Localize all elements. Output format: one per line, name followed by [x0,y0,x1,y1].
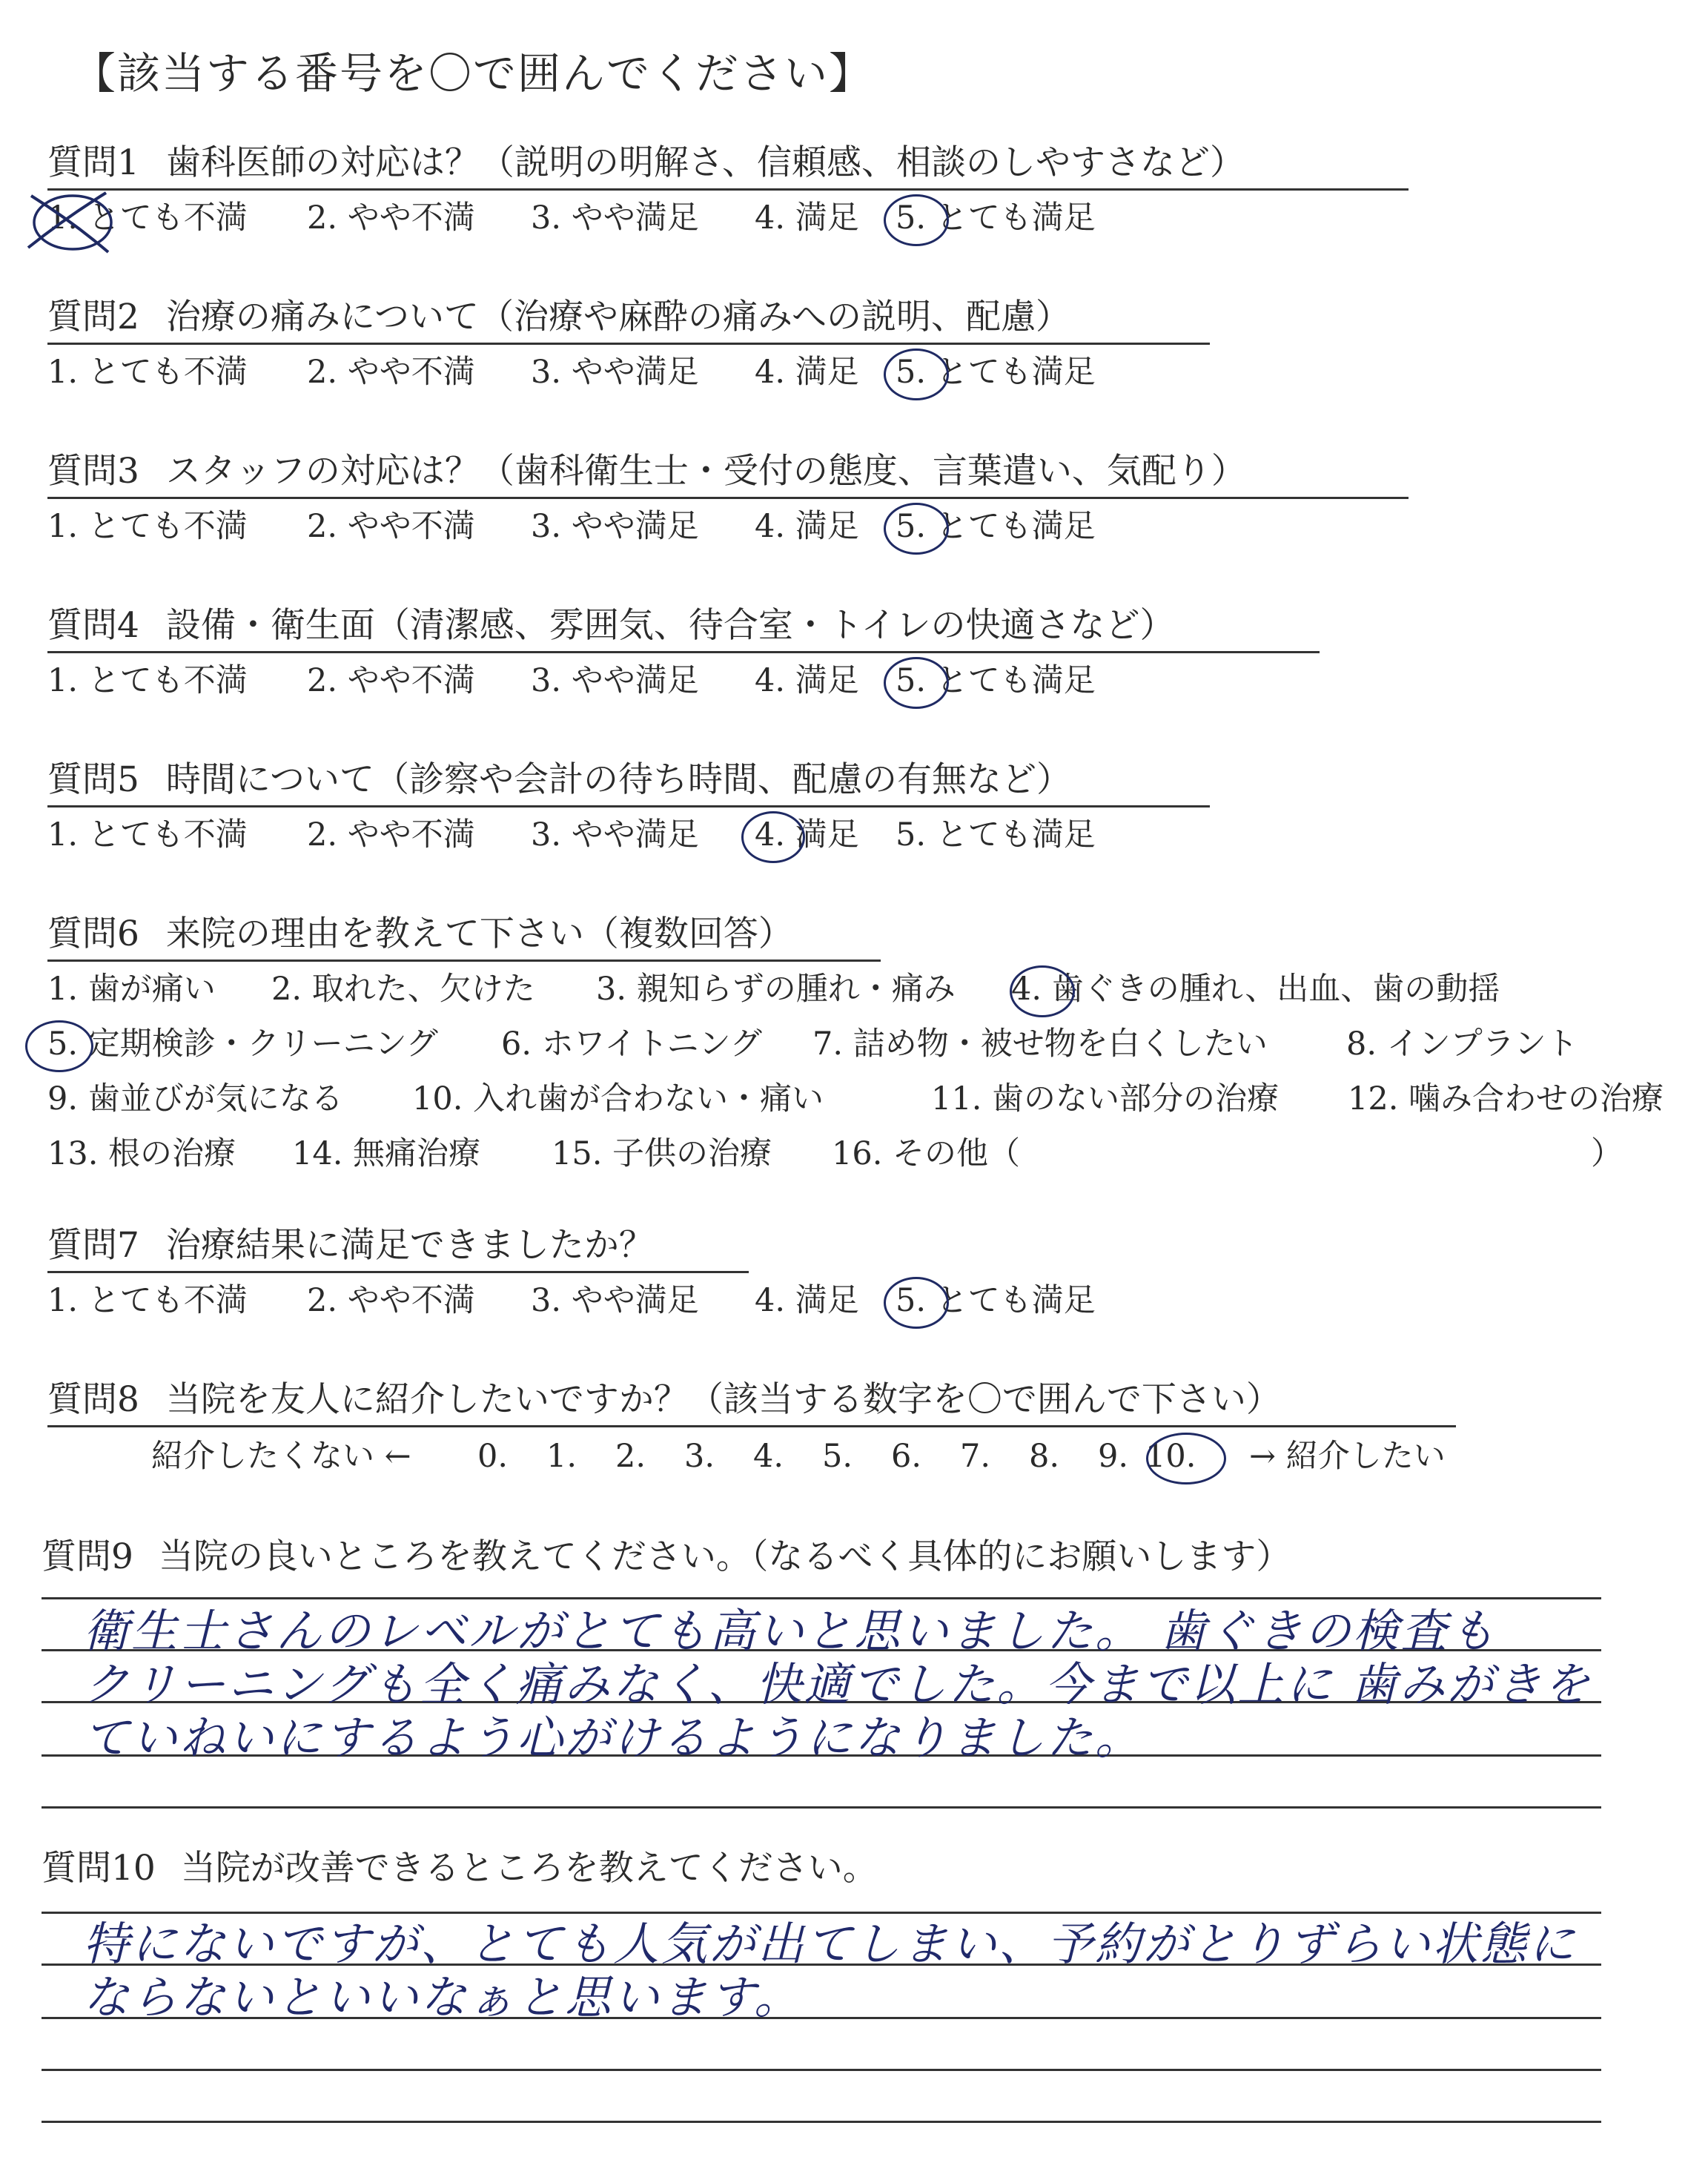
q1-option-4[interactable]: 4. 満足 [755,199,859,237]
question-3-number: 質問3 [47,451,139,492]
q8-option-0[interactable]: 0. [477,1438,509,1475]
question-9-text: 当院の良いところを教えてください。（なるべく具体的にお願いします） [158,1536,1291,1577]
q6-option-15[interactable]: 15. 子供の治療 [552,1135,772,1172]
q3-option-4[interactable]: 4. 満足 [755,508,859,545]
q6-option-16[interactable]: 16. その他（ [832,1135,1021,1172]
question-7-text: 治療結果に満足できましたか？ [165,1225,654,1266]
q8-label-left: 紹介したくない ← [151,1438,411,1475]
selection-circle [884,503,949,555]
q2-option-1[interactable]: 1. とても不満 [47,354,248,391]
question-10-number: 質問10 [42,1848,156,1889]
question-2-heading [47,295,1210,345]
q6-option-1[interactable]: 1. 歯が痛い [47,971,216,1008]
q6-option-13[interactable]: 13. 根の治療 [47,1135,236,1172]
question-6-heading [47,912,881,962]
q6-option-4[interactable]: 4. 歯ぐきの腫れ、出血、歯の動揺 [1011,971,1500,1008]
question-10-heading [42,1846,878,1891]
q8-option-10[interactable]: 10. [1145,1438,1196,1475]
question-1-text: 歯科医師の対応は？（説明の明解さ、信頼感、相談のしやすさなど） [165,142,1245,183]
question-6-text: 来院の理由を教えて下さい（複数回答） [165,914,793,954]
q5-option-5[interactable]: 5. とても満足 [896,816,1096,853]
question-4-number: 質問4 [47,605,139,646]
q6-option-9[interactable]: 9. 歯並びが気になる [47,1080,343,1117]
answer-line [42,1806,1601,1809]
question-6-options-row-2 [47,1023,1578,1065]
q9-answer-line-1: 衛生士さんのレベルがとても高いと思いました。 歯ぐきの検査も [83,1604,1497,1658]
question-9-number: 質問9 [42,1536,133,1577]
selection-circle [884,1277,949,1329]
question-6-options-row-3 [47,1078,1664,1120]
q3-option-1[interactable]: 1. とても不満 [47,508,248,545]
answer-line [42,2121,1601,2123]
selection-circle [25,1020,93,1072]
q5-option-3[interactable]: 3. やや満足 [531,816,699,853]
question-8-heading [47,1378,1456,1427]
question-5-heading [47,758,1210,807]
q9-answer-line-3: ていねいにするよう心がけるようになりました。 [83,1711,1144,1765]
question-5-text: 時間について（診察や会計の待ち時間、配慮の有無など） [165,759,1071,800]
q8-option-9[interactable]: 9. [1098,1438,1129,1475]
q6-option-11[interactable]: 11. 歯のない部分の治療 [931,1080,1280,1117]
q2-option-2[interactable]: 2. やや不満 [307,354,475,391]
q1-option-2[interactable]: 2. やや不満 [307,199,475,237]
q7-option-3[interactable]: 3. やや満足 [531,1282,699,1319]
question-8-text: 当院を友人に紹介したいですか？（該当する数字を〇で囲んで下さい） [165,1379,1281,1420]
q2-option-4[interactable]: 4. 満足 [755,354,859,391]
q8-option-3[interactable]: 3. [684,1438,715,1475]
q8-option-2[interactable]: 2. [615,1438,646,1475]
question-5-options [47,814,1096,856]
q5-option-1[interactable]: 1. とても不満 [47,816,248,853]
q8-label-right: → 紹介したい [1249,1438,1446,1475]
q2-option-5[interactable]: 5. とても満足 [896,354,1096,391]
q3-option-2[interactable]: 2. やや不満 [307,508,475,545]
question-3-heading [47,449,1409,499]
selection-circle [884,194,949,246]
answer-line [42,2069,1601,2071]
q8-option-1[interactable]: 1. [546,1438,577,1475]
question-6-options-row-4 [47,1133,1020,1175]
other-close-paren: ） [1591,1135,1623,1172]
q1-option-5[interactable]: 5. とても満足 [896,199,1096,237]
question-3-text: スタッフの対応は？（歯科衛生士・受付の態度、言葉遣い、気配り） [165,451,1246,492]
question-2-text: 治療の痛みについて（治療や麻酔の痛みへの説明、配慮） [165,297,1071,337]
q9-answer-line-2: クリーニングも全く痛みなく、快適でした。今まで以上に 歯みがきを [83,1657,1592,1711]
q7-option-4[interactable]: 4. 満足 [755,1282,859,1319]
cross-out-mark [21,188,117,257]
q5-option-4[interactable]: 4. 満足 [755,816,859,853]
question-4-text: 設備・衛生面（清潔感、雰囲気、待合室・トイレの快適さなど） [165,605,1175,646]
q6-option-6[interactable]: 6. ホワイトニング [501,1025,762,1063]
selection-circle [741,811,805,863]
q7-option-1[interactable]: 1. とても不満 [47,1282,248,1319]
question-1-number: 質問1 [47,142,139,183]
q7-option-5[interactable]: 5. とても満足 [896,1282,1096,1319]
q3-option-5[interactable]: 5. とても満足 [896,508,1096,545]
q7-option-2[interactable]: 2. やや不満 [307,1282,475,1319]
question-6-number: 質問6 [47,914,139,954]
selection-circle [884,657,949,709]
q10-answer-line-2: ならないといいなぁと思います。 [83,1970,803,2024]
q1-option-1[interactable]: 1. とても不満 [47,199,248,237]
question-1-heading [47,141,1409,191]
q1-option-3[interactable]: 3. やや満足 [531,199,699,237]
q6-option-2[interactable]: 2. 取れた、欠けた [271,971,535,1008]
question-9-heading [42,1535,1291,1579]
question-7-number: 質問7 [47,1225,139,1266]
selection-circle [884,349,949,400]
q4-option-5[interactable]: 5. とても満足 [896,662,1096,699]
selection-circle [1146,1433,1226,1484]
q4-option-2[interactable]: 2. やや不満 [307,662,475,699]
q8-option-6[interactable]: 6. [891,1438,922,1475]
q2-option-3[interactable]: 3. やや満足 [531,354,699,391]
question-6-options-row-1 [47,968,1500,1010]
q6-option-10[interactable]: 10. 入れ歯が合わない・痛い [412,1080,824,1117]
q6-option-7[interactable]: 7. 詰め物・被せ物を白くしたい [812,1025,1268,1063]
selection-circle [1010,965,1075,1017]
q8-option-7[interactable]: 7. [960,1438,991,1475]
q6-option-14[interactable]: 14. 無痛治療 [292,1135,481,1172]
q4-option-4[interactable]: 4. 満足 [755,662,859,699]
q6-option-12[interactable]: 12. 噛み合わせの治療 [1348,1080,1664,1117]
question-7-heading [47,1223,749,1273]
page-instruction: 【該当する番号を〇で囲んでください】 [73,48,874,99]
question-2-number: 質問2 [47,297,139,337]
q3-option-3[interactable]: 3. やや満足 [531,508,699,545]
q4-option-3[interactable]: 3. やや満足 [531,662,699,699]
q6-option-8[interactable]: 8. インプラント [1346,1025,1578,1063]
question-8-scale [151,1436,1446,1477]
q8-option-8[interactable]: 8. [1029,1438,1060,1475]
q8-option-4[interactable]: 4. [753,1438,784,1475]
q5-option-2[interactable]: 2. やや不満 [307,816,475,853]
question-10-text: 当院が改善できるところを教えてください。 [180,1848,878,1889]
q6-option-5[interactable]: 5. 定期検診・クリーニング [47,1025,438,1063]
q6-option-3[interactable]: 3. 親知らずの腫れ・痛み [596,971,956,1008]
question-4-heading [47,604,1320,653]
question-8-number: 質問8 [47,1379,139,1420]
q10-answer-line-1: 特にないですが、とても人気が出てしまい、予約がとりずらい状態に [83,1917,1578,1971]
question-5-number: 質問5 [47,759,139,800]
q4-option-1[interactable]: 1. とても不満 [47,662,248,699]
q8-option-5[interactable]: 5. [822,1438,853,1475]
